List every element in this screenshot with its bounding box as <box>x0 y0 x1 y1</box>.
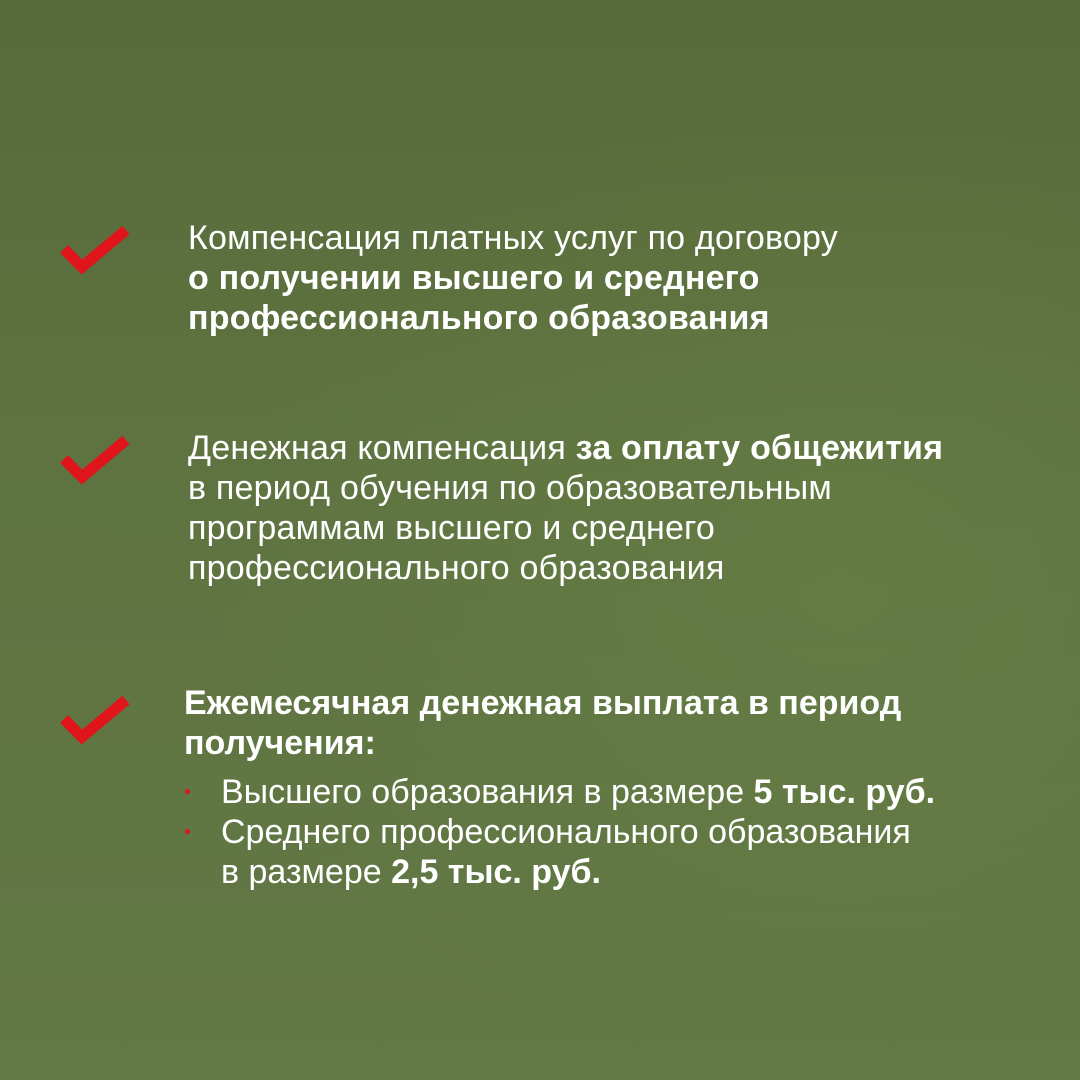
item-line: программам высшего и среднего <box>188 509 716 547</box>
bullet-amount: 2,5 тыс. руб. <box>391 853 601 891</box>
bullet-higher-education <box>184 772 1064 812</box>
heading-line: Ежемесячная денежная выплата в период <box>184 684 902 722</box>
bullet-amount: 5 тыс. руб. <box>753 773 936 811</box>
monthly-payment-heading <box>184 683 901 763</box>
item-line: в период обучения по образовательным <box>188 469 832 507</box>
bullet-text: в размере <box>221 853 392 891</box>
bullet-text-line2 <box>221 852 1064 892</box>
payment-bullet-list <box>184 772 1064 892</box>
checkmark-icon <box>58 222 134 280</box>
heading-line: получения: <box>184 724 376 762</box>
item-line <box>188 428 1068 468</box>
item-text <box>188 428 1068 588</box>
bullet-dot-icon <box>185 789 190 794</box>
bullet-text: Высшего образования в размере <box>221 773 754 811</box>
bullet-text: Среднего профессионального образования <box>221 813 911 851</box>
item-line-bold: о получении высшего и среднего <box>188 259 760 297</box>
bullet-secondary-education <box>184 812 1064 892</box>
item-line-normal: Денежная компенсация <box>188 429 576 467</box>
item-text <box>188 218 1068 338</box>
item-line-bold: за оплату общежития <box>575 429 944 467</box>
checkmark-icon <box>58 432 134 490</box>
item-line: Компенсация платных услуг по договору <box>188 219 838 257</box>
bullet-dot-icon <box>185 829 190 834</box>
item-line: профессионального образования <box>188 549 725 587</box>
checkmark-icon <box>58 692 134 750</box>
item-line-bold: профессионального образования <box>188 299 770 337</box>
